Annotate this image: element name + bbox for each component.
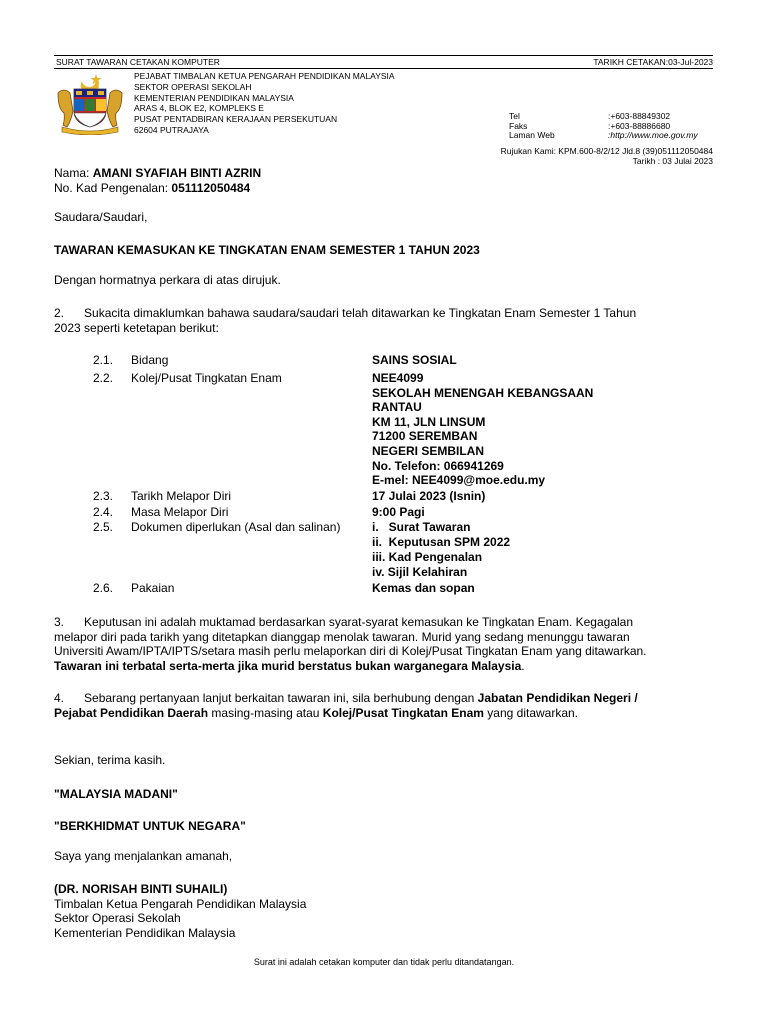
field-label: Masa Melapor Diri <box>131 505 229 519</box>
school-address-line: KM 11, JLN LINSUM <box>372 414 486 429</box>
paragraph-line: Universiti Awam/IPTA/IPTS/setara masih perlu melaporkan diri di Kolej/Pusat Tingkatan Enam yang ditawarkan. <box>54 644 647 659</box>
address-line: SEKTOR OPERASI SEKOLAH <box>134 81 252 92</box>
item-number: 2.6. <box>93 581 114 595</box>
reference-number: Rujukan Kami: KPM.600-8/2/12 Jld.8 (39)051112050484 <box>500 146 713 156</box>
item-number: 2.1. <box>93 353 114 367</box>
contact-entity: Pejabat Pendidikan Daerah <box>54 705 209 720</box>
tel-value: :+603-88849302 <box>608 111 671 121</box>
paragraph-line: 2. Sukacita dimaklumkan bahawa saudara/saudari telah ditawarkan ke Tingkatan Enam Semester 1 Tahun <box>54 306 637 320</box>
offer-details-table <box>0 353 768 598</box>
signatory-sector: Sektor Operasi Sekolah <box>54 911 181 926</box>
document-item: i. Surat Tawaran <box>372 520 471 534</box>
slogan-berkhidmat: "BERKHIDMAT UNTUK NEGARA" <box>54 819 246 833</box>
paragraph-text: yang ditawarkan. <box>483 705 579 720</box>
computer-generated-notice: Surat ini adalah cetakan komputer dan tidak perlu ditandatangan. <box>253 957 515 967</box>
school-address-line: 71200 SEREMBAN <box>372 429 478 444</box>
intro-paragraph: Dengan hormatnya perkara di atas dirujuk. <box>54 273 281 287</box>
field-label: Pakaian <box>131 581 175 595</box>
field-label: Bidang <box>131 353 169 367</box>
paragraph-line-end: . <box>521 658 525 673</box>
print-date-label: TARIKH CETAKAN:03-Jul-2023 <box>593 57 713 67</box>
signatory-name: (DR. NORISAH BINTI SUHAILI) <box>54 882 228 896</box>
document-item: ii. Keputusan SPM 2022 <box>372 535 511 549</box>
field-label: Kolej/Pusat Tingkatan Enam <box>131 371 282 385</box>
salutation: Saudara/Saudari, <box>54 210 148 224</box>
contact-entity: Kolej/Pusat Tingkatan Enam <box>322 705 484 720</box>
contact-block <box>509 112 698 141</box>
item-number: 2.3. <box>93 489 114 503</box>
citizenship-notice: Tawaran ini terbatal serta-merta jika murid berstatus bukan warganegara Malaysia <box>54 658 522 673</box>
ministry-address <box>134 71 395 136</box>
amanah-line: Saya yang menjalankan amanah, <box>54 849 233 863</box>
letter-subject: TAWARAN KEMASUKAN KE TINGKATAN ENAM SEMESTER 1 TAHUN 2023 <box>54 243 480 257</box>
letter-date: Tarikh : 03 Julai 2023 <box>632 155 713 166</box>
closing-line: Sekian, terima kasih. <box>54 753 166 767</box>
tel-label: Tel <box>509 111 520 121</box>
address-line: KEMENTERIAN PENDIDIKAN MALAYSIA <box>134 92 294 103</box>
field-label: Dokumen diperlukan (Asal dan salinan) <box>131 520 341 534</box>
field-value: Kemas dan sopan <box>372 581 475 595</box>
paragraph-text: 4. Sebarang pertanyaan lanjut berkaitan tawaran ini, sila berhubung dengan <box>54 691 478 705</box>
school-email: E-mel: NEE4099@moe.edu.my <box>372 473 546 488</box>
school-name-line: RANTAU <box>372 400 422 415</box>
address-line: ARAS 4, BLOK E2, KOMPLEKS E <box>134 103 264 114</box>
document-item: iv. Sijil Kelahiran <box>372 565 468 579</box>
item-number: 2.2. <box>93 371 114 385</box>
address-line: PEJABAT TIMBALAN KETUA PENGARAH PENDIDIKAN MALAYSIA <box>134 71 395 81</box>
school-address-line: NEGERI SEMBILAN <box>372 444 485 458</box>
reference-block <box>501 147 713 166</box>
field-value: 9:00 Pagi <box>372 505 425 519</box>
malaysia-coat-of-arms-icon <box>52 71 128 135</box>
signatory-block <box>54 882 714 940</box>
item-number: 2.5. <box>93 520 114 534</box>
signatory-title: Timbalan Ketua Pengarah Pendidikan Malaysia <box>54 896 307 911</box>
slogan-madani: "MALAYSIA MADANI" <box>54 787 178 801</box>
recipient-block <box>54 166 714 195</box>
website-label: Laman Web <box>509 130 555 141</box>
fax-value: :+603-88886680 <box>608 120 671 131</box>
school-phone: No. Telefon: 066941269 <box>372 458 504 473</box>
paragraph-line: melapor diri pada tarikh yang ditetapkan dianggap menolak tawaran. Murid yang sedang menunggu tawaran <box>54 629 630 644</box>
paragraph-text: masing-masing atau <box>208 705 323 720</box>
field-label: Tarikh Melapor Diri <box>131 489 232 503</box>
website-link[interactable]: :http://www.moe.gov.my <box>608 130 698 141</box>
name-label: Nama: <box>54 166 93 180</box>
print-header-bar <box>54 55 713 69</box>
school-code: NEE4099 <box>372 371 424 385</box>
field-value: SAINS SOSIAL <box>372 353 457 367</box>
paragraph-line: 2023 seperti ketetapan berikut: <box>54 320 219 335</box>
school-name-line: SEKOLAH MENENGAH KEBANGSAAN <box>372 385 594 400</box>
paragraph-3 <box>54 615 714 673</box>
item-number: 2.4. <box>93 505 114 519</box>
paragraph-2 <box>54 306 714 335</box>
recipient-name: AMANI SYAFIAH BINTI AZRIN <box>92 166 262 180</box>
paragraph-4 <box>54 691 714 720</box>
ic-label: No. Kad Pengenalan: <box>54 180 172 195</box>
address-line: 62604 PUTRAJAYA <box>134 124 209 135</box>
signatory-ministry: Kementerian Pendidikan Malaysia <box>54 925 236 940</box>
field-value: 17 Julai 2023 (Isnin) <box>372 489 486 503</box>
paragraph-line: 3. Keputusan ini adalah muktamad berdasarkan syarat-syarat kemasukan ke Tingkatan Enam. Kegagalan <box>54 615 633 629</box>
document-item: iii. Kad Pengenalan <box>372 550 483 564</box>
contact-entity: Jabatan Pendidikan Negeri / <box>477 691 638 705</box>
address-line: PUSAT PENTADBIRAN KERAJAAN PERSEKUTUAN <box>134 114 338 125</box>
letter-type-label: SURAT TAWARAN CETAKAN KOMPUTER <box>56 57 220 67</box>
recipient-ic: 051112050484 <box>171 180 251 195</box>
fax-label: Faks <box>509 120 528 131</box>
